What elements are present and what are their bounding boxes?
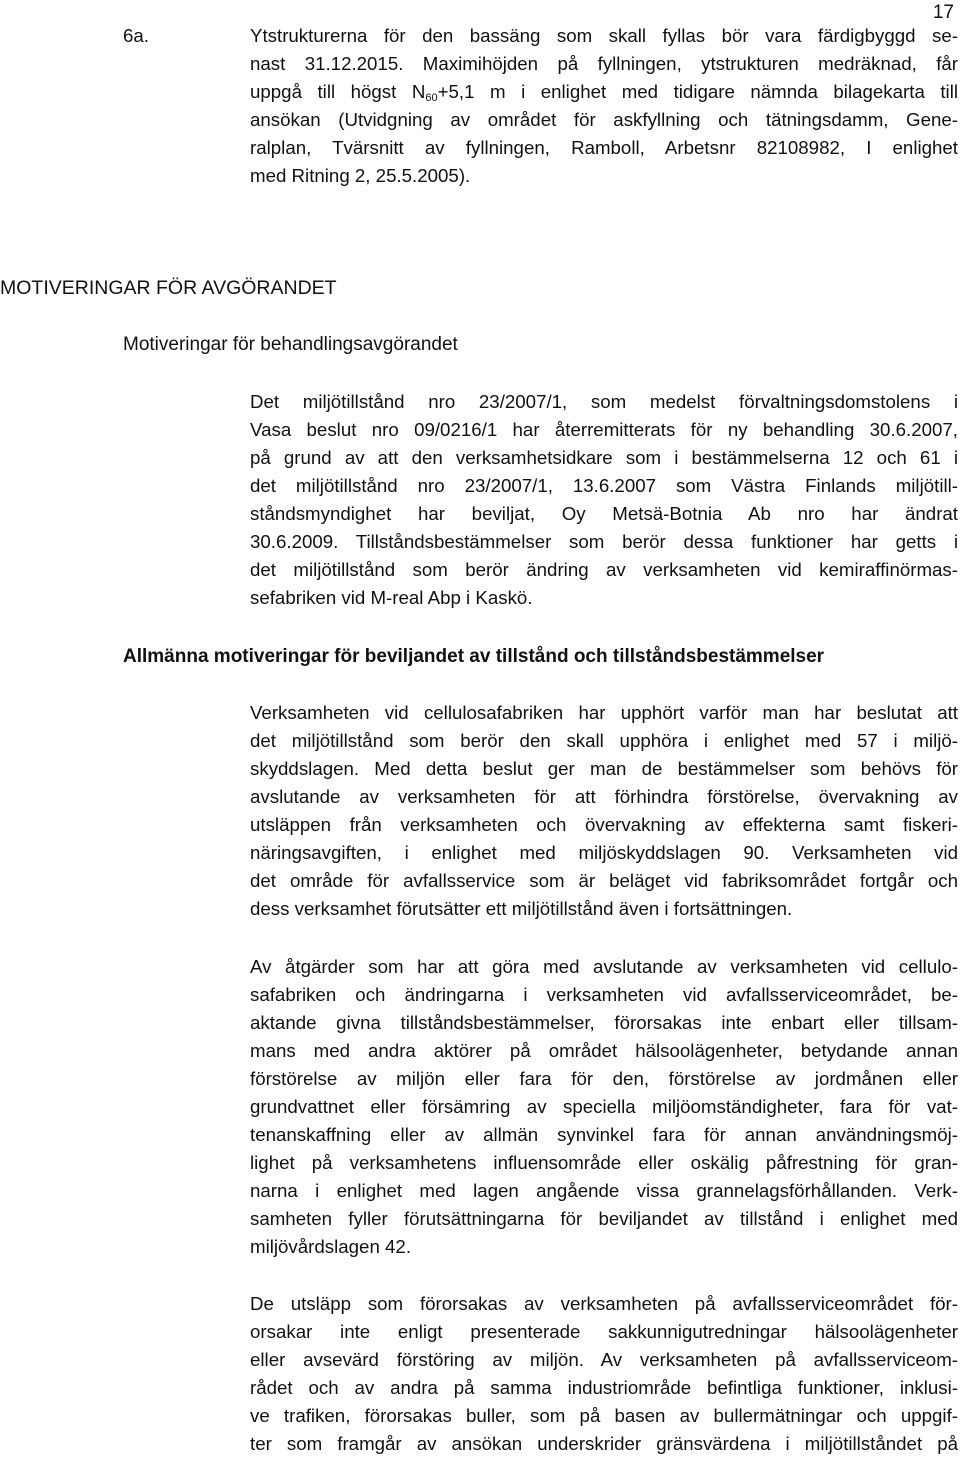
text-line: tenanskaffning eller av allmän synvinkel fara för annan användningsmöj-	[250, 1124, 958, 1145]
text-line: safabriken och ändringarna i verksamheten vid avfallsserviceområdet, be-	[250, 984, 958, 1005]
subsection-heading: Motiveringar för behandlingsavgörandet	[123, 334, 458, 355]
text-line: Ytstrukturerna för den bassäng som skall fyllas bör vara färdigbyggd se-	[250, 25, 958, 46]
text-line: grundvattnet eller försämring av speciella miljöomständigheter, fara för vat-	[250, 1096, 958, 1117]
text-line: rådet och av andra på samma industriområde befintliga funktioner, inklusi-	[250, 1377, 958, 1398]
page-number: 17	[932, 2, 954, 23]
text-line: nast 31.12.2015. Maximihöjden på fyllningen, ytstrukturen medräknad, får	[250, 53, 958, 74]
text-line: skyddslagen. Med detta beslut ger man de bestämmelser som behövs för	[250, 758, 958, 779]
item-number: 6a.	[123, 25, 149, 46]
text-line: Vasa beslut nro 09/0216/1 har återremitterats för ny behandling 30.6.2007,	[250, 419, 958, 440]
text-line: aktande givna tillståndsbestämmelser, förorsakas inte enbart eller tillsam-	[250, 1012, 958, 1033]
text-line: mans med andra aktörer på området hälsoolägenheter, betydande annan	[250, 1040, 958, 1061]
text-line: utsläppen från verksamheten och övervakning av effekterna samt fiskeri-	[250, 814, 958, 835]
text-line: sefabriken vid M-real Abp i Kaskö.	[250, 587, 533, 608]
text-line: det miljötillstånd som berör den skall upphöra i enlighet med 57 i miljö-	[250, 730, 958, 751]
text-line: näringsavgiften, i enlighet med miljöskyddslagen 90. Verksamheten vid	[250, 842, 958, 863]
text-line: ståndsmyndighet har beviljat, Oy Metsä-Botnia Ab nro har ändrat	[250, 503, 958, 524]
item-6a-text	[250, 22, 958, 190]
text-line: förstörelse av miljön eller fara för den, förstörelse av jordmånen eller	[250, 1068, 958, 1089]
text-line: uppgå till högst $N_{60}+5,1$ m i enlighet med tidigare nämnda bilagekarta till	[250, 81, 958, 104]
text-line: ansökan (Utvidgning av området för askfyllning och tätningsdamm, Gene-	[250, 109, 958, 130]
paragraph-behandlingsavgorandet	[250, 388, 958, 612]
section-heading: MOTIVERINGAR FÖR AVGÖRANDET	[0, 277, 337, 299]
subscript-60: 60	[425, 92, 438, 104]
text-line: Det miljötillstånd nro 23/2007/1, som medelst förvaltningsdomstolens i	[250, 391, 958, 412]
paragraph-general-2	[250, 953, 958, 1261]
text-line: samheten fyller förutsättningarna för beviljandet av tillstånd i enlighet med	[250, 1208, 958, 1229]
text-line: ralplan, Tvärsnitt av fyllningen, Ramboll, Arbetsnr 82108982, I enlighet	[250, 137, 958, 158]
text-line: eller avsevärd förstöring av miljön. Av verksamheten på avfallsserviceom-	[250, 1349, 958, 1370]
text-line: De utsläpp som förorsakas av verksamheten på avfallsserviceområdet för-	[250, 1293, 958, 1314]
text-line: avslutande av verksamheten för att förhindra förstörelse, övervakning av	[250, 786, 958, 807]
text-line: miljövårdslagen 42.	[250, 1236, 412, 1257]
text-line: med Ritning 2, 25.5.2005).	[250, 165, 471, 186]
text-line: ve trafiken, förorsakas buller, som på basen av bullermätningar och uppgif-	[250, 1405, 958, 1426]
text-line: på grund av att den verksamhetsidkare som i bestämmelserna 12 och 61 i	[250, 447, 958, 468]
subsection-heading-general: Allmänna motiveringar för beviljandet av tillstånd och tillståndsbestämmelser	[123, 646, 825, 667]
text-line: Verksamheten vid cellulosafabriken har upphört varför man har beslutat att	[250, 702, 958, 723]
text-line: 30.6.2009. Tillståndsbestämmelser som berör dessa funktioner har getts i	[250, 531, 958, 552]
paragraph-general-1	[250, 699, 958, 923]
text-line: narna i enlighet med lagen angående vissa grannelagsförhållanden. Verk-	[250, 1180, 958, 1201]
text-line: lighet på verksamhetens influensområde eller oskälig påfrestning för gran-	[250, 1152, 958, 1173]
paragraph-general-3	[250, 1290, 958, 1458]
text-line: Av åtgärder som har att göra med avslutande av verksamheten vid cellulo-	[250, 956, 958, 977]
text-line: det område för avfallsservice som är beläget vid fabriksområdet fortgår och	[250, 870, 958, 891]
text-line: ter som framgår av ansökan underskrider gränsvärdena i miljötillståndet på	[250, 1433, 958, 1454]
text-line: det miljötillstånd nro 23/2007/1, 13.6.2007 som Västra Finlands miljötill-	[250, 475, 958, 496]
text-line: orsakar inte enligt presenterade sakkunnigutredningar hälsoolägenheter	[250, 1321, 958, 1342]
text-line: dess verksamhet förutsätter ett miljötillstånd även i fortsättningen.	[250, 898, 793, 919]
text-line: det miljötillstånd som berör ändring av verksamheten vid kemiraffinörmas-	[250, 559, 958, 580]
